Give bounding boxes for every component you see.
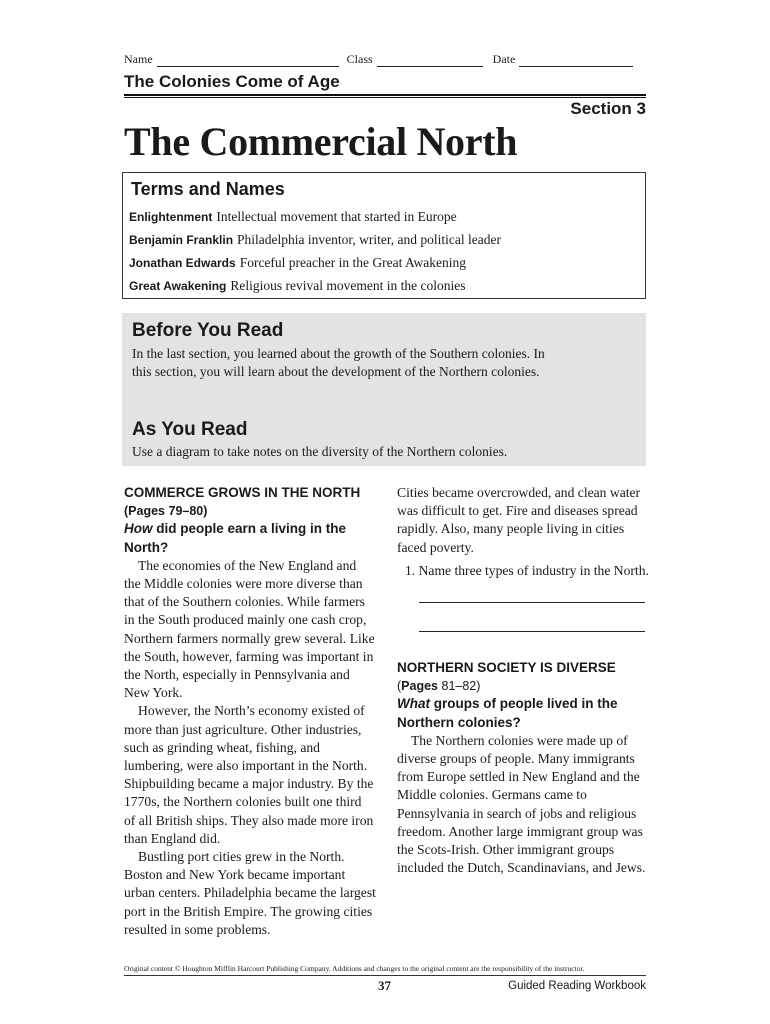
name-field[interactable] — [157, 57, 339, 67]
term-definition: Philadelphia inventor, writer, and political leader — [237, 232, 501, 247]
class-label: Class — [346, 52, 373, 66]
right-column — [397, 484, 649, 877]
question-text: Name three types of industry in the North. — [418, 562, 649, 578]
footer-rule — [124, 975, 646, 976]
term: Great Awakening — [129, 279, 227, 293]
terms-title: Terms and Names — [131, 179, 285, 199]
as-you-read-heading: As You Read — [132, 419, 248, 440]
term-definition: Forceful preacher in the Great Awakening — [239, 255, 466, 270]
commerce-paragraph: However, the North’s economy existed of more than just agriculture. Other industries, such as grinding wheat, fishing, and lumbering, were also important in the North. Shipbuilding became a major industry. By the 1770s, the Northern colonies built one third of all British ships. They also made more iron than England did. — [124, 703, 374, 846]
term-row — [129, 278, 465, 294]
reading-guide-box — [122, 313, 646, 466]
student-info-line — [124, 52, 644, 67]
commerce-paragraph-continued: Cities became overcrowded, and clean water was difficult to get. Fire and diseases spread rapidly. Also, many people living in cities faced poverty. — [397, 485, 641, 555]
left-column — [124, 484, 376, 939]
term-definition: Religious revival movement in the colonies — [230, 278, 466, 293]
society-paragraph: The Northern colonies were made up of diverse groups of people. Many immigrants from Europe settled in New England and the Middle colonies. Germans came to Pennsylvania in search of jobs and religious freedom. Another large immigrant group was the Scots-Irish. Other immigrant groups included the Dutch, Scandinavians, and Jews. — [397, 732, 646, 876]
term: Benjamin Franklin — [129, 233, 234, 247]
question-number: 1. — [405, 562, 416, 578]
page-number: 37 — [378, 978, 391, 993]
term-row — [129, 209, 457, 225]
commerce-paragraph: Bustling port cities grew in the North. Boston and New York became important urban centers. Philadelphia became the largest port in the British Empire. The growing cities resulted in some problems. — [124, 849, 376, 937]
copyright-note: Original content © Houghton Mifflin Harcourt Publishing Company. Additions and changes to the original content are the responsibility of the instructor. — [124, 964, 585, 973]
answer-line[interactable] — [419, 631, 645, 632]
term-row — [129, 232, 501, 248]
answer-line[interactable] — [419, 602, 645, 603]
name-label: Name — [124, 52, 153, 66]
header-rule — [124, 94, 646, 98]
page-title: The Commercial North — [124, 119, 518, 164]
as-you-read-text: Use a diagram to take notes on the diversity of the Northern colonies. — [132, 444, 508, 459]
section-label: Section 3 — [570, 99, 646, 118]
review-question — [397, 562, 649, 580]
workbook-label: Guided Reading Workbook — [508, 980, 646, 992]
commerce-pages: (Pages 79–80) — [124, 504, 208, 519]
commerce-paragraph: The economies of the New England and the Middle colonies were more diverse than that of the Southern colonies. While farmers in the South produced mainly one cash crop, Northern farmers normally grew several. Like the South, however, farming was important in the North, especially in Pennsylvania and New York. — [124, 557, 375, 701]
commerce-heading — [124, 484, 376, 520]
date-field[interactable] — [519, 57, 633, 67]
society-pages: (Pages 81–82) — [397, 679, 481, 694]
chapter-title: The Colonies Come of Age — [124, 72, 340, 91]
term-definition: Intellectual movement that started in Europe — [216, 209, 457, 224]
commerce-question: How did people earn a living in the North? — [124, 521, 347, 555]
term: Jonathan Edwards — [129, 256, 236, 270]
term: Enlightenment — [129, 210, 213, 224]
class-field[interactable] — [377, 57, 483, 67]
society-question: What groups of people lived in the Northern colonies? — [397, 696, 618, 730]
before-you-read-heading: Before You Read — [132, 320, 284, 341]
term-row — [129, 255, 466, 271]
terms-and-names-box — [122, 172, 646, 299]
date-label: Date — [492, 52, 516, 66]
before-you-read-text: In the last section, you learned about the growth of the Southern colonies. In this section, you will learn about the development of the Northern colonies. — [132, 346, 545, 379]
commerce-heading-text: COMMERCE GROWS IN THE NORTH — [124, 485, 361, 500]
society-heading: NORTHERN SOCIETY IS DIVERSE — [397, 660, 616, 676]
